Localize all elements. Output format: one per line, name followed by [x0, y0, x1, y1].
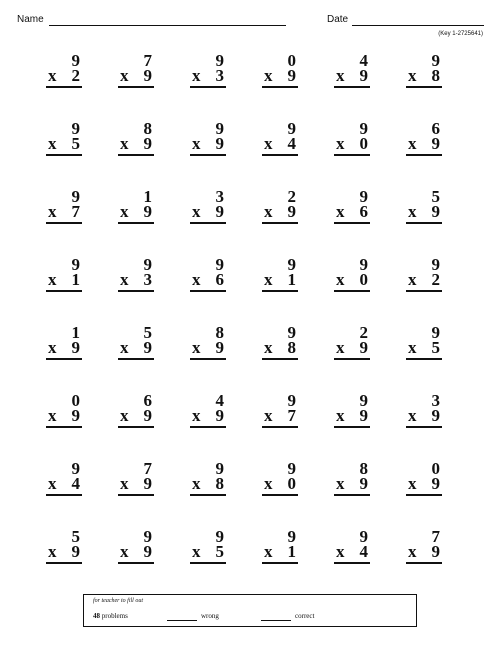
multiplicand: 8: [359, 459, 368, 478]
times-sign: x: [120, 474, 129, 493]
answer-line: [262, 543, 298, 564]
times-sign: x: [264, 406, 273, 425]
times-sign: x: [192, 202, 201, 221]
multiplication-problem: [114, 392, 158, 438]
times-sign: x: [192, 338, 201, 357]
multiplier: 5: [71, 134, 80, 153]
times-sign: x: [192, 270, 201, 289]
multiplication-problem: [330, 256, 374, 302]
answer-line: [190, 543, 226, 564]
multiplication-problem: [186, 256, 230, 302]
times-sign: x: [48, 542, 57, 561]
correct-blank[interactable]: [261, 620, 291, 621]
teacher-score-box: [83, 594, 417, 627]
multiplier: 1: [287, 542, 296, 561]
multiplier: 1: [287, 270, 296, 289]
multiplication-problem: [402, 256, 446, 302]
multiplicand: 2: [359, 323, 368, 342]
answer-line: [190, 203, 226, 224]
multiplicand: 9: [287, 255, 296, 274]
times-sign: x: [120, 270, 129, 289]
multiplicand: 9: [143, 527, 152, 546]
multiplicand: 0: [287, 51, 296, 70]
multiplication-problem: [42, 324, 86, 370]
multiplication-problem: [186, 392, 230, 438]
times-sign: x: [264, 542, 273, 561]
multiplier: 9: [215, 134, 224, 153]
multiplier: 9: [143, 338, 152, 357]
answer-line: [262, 271, 298, 292]
multiplication-problem: [114, 120, 158, 166]
times-sign: x: [192, 134, 201, 153]
multiplicand: 9: [431, 323, 440, 342]
correct-label: correct: [295, 612, 315, 620]
multiplication-problem: [258, 188, 302, 234]
answer-line: [46, 271, 82, 292]
answer-line: [406, 271, 442, 292]
answer-line: [118, 271, 154, 292]
answer-line: [118, 475, 154, 496]
multiplier: 9: [71, 542, 80, 561]
multiplication-problem: [114, 324, 158, 370]
multiplication-problem: [186, 188, 230, 234]
answer-line: [190, 67, 226, 88]
multiplicand: 1: [71, 323, 80, 342]
answer-line: [334, 135, 370, 156]
teacher-note: for teacher to fill out: [93, 598, 143, 604]
multiplication-problem: [114, 528, 158, 574]
answer-line: [46, 135, 82, 156]
multiplication-problem: [258, 120, 302, 166]
times-sign: x: [336, 406, 345, 425]
problems-label: problems: [101, 612, 128, 620]
multiplicand: 9: [71, 459, 80, 478]
multiplication-problem: [258, 528, 302, 574]
multiplier: 9: [431, 134, 440, 153]
answer-line: [190, 135, 226, 156]
multiplicand: 6: [431, 119, 440, 138]
multiplication-problem: [258, 324, 302, 370]
multiplier: 9: [71, 406, 80, 425]
multiplicand: 3: [215, 187, 224, 206]
multiplicand: 9: [359, 527, 368, 546]
times-sign: x: [264, 474, 273, 493]
times-sign: x: [408, 134, 417, 153]
multiplication-problem: [402, 460, 446, 506]
multiplication-problem: [186, 52, 230, 98]
multiplier: 9: [431, 202, 440, 221]
answer-line: [46, 407, 82, 428]
times-sign: x: [48, 338, 57, 357]
multiplicand: 0: [431, 459, 440, 478]
multiplicand: 9: [215, 527, 224, 546]
multiplication-problem: [402, 188, 446, 234]
multiplier: 5: [215, 542, 224, 561]
name-line[interactable]: [49, 25, 286, 26]
times-sign: x: [120, 134, 129, 153]
multiplicand: 1: [143, 187, 152, 206]
times-sign: x: [336, 66, 345, 85]
multiplicand: 9: [71, 187, 80, 206]
multiplication-problem: [402, 52, 446, 98]
multiplication-problem: [114, 188, 158, 234]
multiplier: 9: [287, 66, 296, 85]
multiplicand: 9: [215, 255, 224, 274]
multiplier: 9: [431, 406, 440, 425]
multiplier: 6: [215, 270, 224, 289]
multiplicand: 0: [71, 391, 80, 410]
multiplier: 2: [431, 270, 440, 289]
multiplicand: 9: [71, 51, 80, 70]
multiplier: 0: [287, 474, 296, 493]
answer-line: [46, 203, 82, 224]
answer-line: [334, 67, 370, 88]
times-sign: x: [264, 270, 273, 289]
answer-line: [46, 475, 82, 496]
multiplicand: 7: [431, 527, 440, 546]
times-sign: x: [408, 270, 417, 289]
answer-line: [118, 543, 154, 564]
times-sign: x: [120, 202, 129, 221]
times-sign: x: [192, 542, 201, 561]
multiplication-problem: [330, 188, 374, 234]
answer-line: [190, 271, 226, 292]
times-sign: x: [48, 66, 57, 85]
multiplicand: 5: [143, 323, 152, 342]
times-sign: x: [336, 542, 345, 561]
times-sign: x: [264, 202, 273, 221]
multiplicand: 6: [143, 391, 152, 410]
answer-line: [262, 407, 298, 428]
multiplication-problem: [330, 324, 374, 370]
multiplicand: 9: [431, 51, 440, 70]
multiplier: 9: [143, 134, 152, 153]
multiplier: 9: [215, 338, 224, 357]
multiplication-problem: [258, 392, 302, 438]
multiplicand: 9: [287, 459, 296, 478]
multiplication-problem: [42, 392, 86, 438]
times-sign: x: [408, 66, 417, 85]
multiplicand: 9: [287, 391, 296, 410]
times-sign: x: [336, 134, 345, 153]
answer-line: [262, 135, 298, 156]
multiplicand: 7: [143, 459, 152, 478]
multiplication-problem: [42, 528, 86, 574]
multiplier: 3: [143, 270, 152, 289]
multiplier: 9: [71, 338, 80, 357]
answer-line: [118, 135, 154, 156]
answer-line: [118, 407, 154, 428]
times-sign: x: [336, 202, 345, 221]
multiplier: 9: [143, 406, 152, 425]
score-row: [93, 612, 413, 624]
multiplication-problem: [258, 460, 302, 506]
times-sign: x: [48, 474, 57, 493]
answer-line: [406, 407, 442, 428]
multiplier: 9: [431, 474, 440, 493]
multiplier: 4: [287, 134, 296, 153]
multiplication-problem: [402, 392, 446, 438]
multiplicand: 7: [143, 51, 152, 70]
times-sign: x: [120, 542, 129, 561]
answer-line: [334, 339, 370, 360]
answer-line: [46, 67, 82, 88]
times-sign: x: [48, 134, 57, 153]
answer-line: [262, 203, 298, 224]
multiplication-problem: [114, 52, 158, 98]
multiplicand: 9: [359, 255, 368, 274]
times-sign: x: [192, 474, 201, 493]
multiplicand: 9: [431, 255, 440, 274]
answer-line: [406, 339, 442, 360]
answer-line: [406, 135, 442, 156]
times-sign: x: [48, 270, 57, 289]
multiplicand: 9: [287, 527, 296, 546]
multiplier: 9: [143, 542, 152, 561]
multiplier: 9: [359, 338, 368, 357]
multiplier: 8: [431, 66, 440, 85]
multiplication-problem: [42, 120, 86, 166]
multiplicand: 3: [431, 391, 440, 410]
multiplication-problem: [42, 52, 86, 98]
multiplicand: 9: [71, 255, 80, 274]
multiplier: 0: [359, 270, 368, 289]
multiplication-problem: [186, 528, 230, 574]
multiplicand: 8: [143, 119, 152, 138]
multiplier: 3: [215, 66, 224, 85]
times-sign: x: [336, 270, 345, 289]
answer-line: [334, 407, 370, 428]
answer-line: [406, 203, 442, 224]
answer-line: [406, 475, 442, 496]
times-sign: x: [408, 338, 417, 357]
multiplier: 8: [287, 338, 296, 357]
times-sign: x: [48, 202, 57, 221]
answer-line: [262, 339, 298, 360]
times-sign: x: [120, 406, 129, 425]
multiplication-problem: [186, 120, 230, 166]
times-sign: x: [120, 66, 129, 85]
answer-line: [406, 67, 442, 88]
answer-line: [190, 475, 226, 496]
multiplicand: 2: [287, 187, 296, 206]
multiplier: 9: [215, 406, 224, 425]
multiplicand: 9: [143, 255, 152, 274]
multiplier: 4: [71, 474, 80, 493]
problem-count: 48: [93, 612, 100, 620]
times-sign: x: [48, 406, 57, 425]
multiplication-problem: [42, 188, 86, 234]
multiplier: 9: [143, 474, 152, 493]
times-sign: x: [408, 406, 417, 425]
multiplier: 0: [359, 134, 368, 153]
multiplier: 7: [71, 202, 80, 221]
times-sign: x: [192, 406, 201, 425]
multiplication-problem: [330, 120, 374, 166]
multiplier: 6: [359, 202, 368, 221]
multiplicand: 9: [215, 119, 224, 138]
multiplicand: 5: [71, 527, 80, 546]
multiplicand: 9: [71, 119, 80, 138]
multiplication-problem: [42, 256, 86, 302]
multiplication-problem: [402, 528, 446, 574]
name-label: Name: [17, 14, 44, 25]
answer-line: [334, 475, 370, 496]
multiplication-problem: [186, 324, 230, 370]
multiplicand: 9: [287, 119, 296, 138]
multiplier: 9: [431, 542, 440, 561]
multiplier: 9: [143, 202, 152, 221]
multiplication-problem: [258, 52, 302, 98]
multiplier: 1: [71, 270, 80, 289]
answer-line: [118, 203, 154, 224]
problem-count-group: [93, 612, 128, 620]
answer-line: [46, 339, 82, 360]
answer-line: [46, 543, 82, 564]
multiplicand: 9: [359, 391, 368, 410]
answer-line: [190, 339, 226, 360]
multiplier: 9: [359, 474, 368, 493]
answer-line: [334, 271, 370, 292]
multiplication-problem: [330, 392, 374, 438]
times-sign: x: [264, 338, 273, 357]
multiplier: 4: [359, 542, 368, 561]
multiplication-problem: [330, 528, 374, 574]
multiplication-problem: [330, 460, 374, 506]
times-sign: x: [408, 542, 417, 561]
multiplicand: 4: [215, 391, 224, 410]
multiplication-problem: [114, 256, 158, 302]
times-sign: x: [336, 338, 345, 357]
multiplication-problem: [402, 324, 446, 370]
multiplier: 9: [359, 406, 368, 425]
times-sign: x: [264, 134, 273, 153]
times-sign: x: [120, 338, 129, 357]
answer-line: [334, 203, 370, 224]
answer-line: [190, 407, 226, 428]
answer-line: [334, 543, 370, 564]
multiplier: 5: [431, 338, 440, 357]
multiplier: 9: [359, 66, 368, 85]
answer-line: [406, 543, 442, 564]
multiplicand: 9: [287, 323, 296, 342]
multiplicand: 4: [359, 51, 368, 70]
date-line[interactable]: [352, 25, 484, 26]
multiplier: 9: [287, 202, 296, 221]
multiplicand: 9: [359, 187, 368, 206]
multiplicand: 9: [359, 119, 368, 138]
multiplication-problem: [402, 120, 446, 166]
multiplier: 8: [215, 474, 224, 493]
answer-line: [262, 67, 298, 88]
multiplier: 9: [215, 202, 224, 221]
multiplier: 7: [287, 406, 296, 425]
wrong-label: wrong: [201, 612, 219, 620]
times-sign: x: [408, 474, 417, 493]
multiplication-problem: [114, 460, 158, 506]
multiplicand: 9: [215, 51, 224, 70]
worksheet-header: [0, 14, 500, 44]
answer-line: [262, 475, 298, 496]
times-sign: x: [408, 202, 417, 221]
answer-line: [118, 67, 154, 88]
multiplication-problem: [330, 52, 374, 98]
answer-key-code: (Key 1-2725641): [438, 31, 483, 37]
multiplier: 9: [143, 66, 152, 85]
multiplier: 2: [71, 66, 80, 85]
multiplicand: 9: [215, 459, 224, 478]
answer-line: [118, 339, 154, 360]
multiplicand: 8: [215, 323, 224, 342]
multiplication-problem: [42, 460, 86, 506]
times-sign: x: [192, 66, 201, 85]
times-sign: x: [336, 474, 345, 493]
wrong-blank[interactable]: [167, 620, 197, 621]
multiplicand: 5: [431, 187, 440, 206]
multiplication-problem: [186, 460, 230, 506]
times-sign: x: [264, 66, 273, 85]
date-label: Date: [327, 14, 349, 25]
multiplication-problem: [258, 256, 302, 302]
